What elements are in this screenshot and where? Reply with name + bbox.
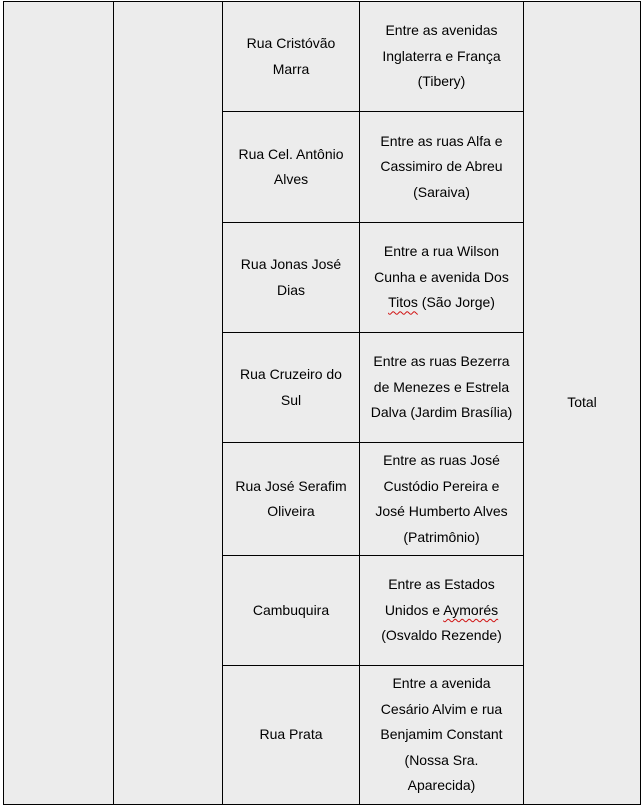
street-line: Dias: [276, 281, 305, 298]
street-cell: [223, 333, 360, 443]
location-cell: [360, 333, 524, 443]
street-line: Sul: [280, 391, 302, 408]
location-line: (Tibery): [417, 73, 466, 90]
empty-cell-col2: [114, 2, 223, 805]
location-line: Entre as ruas Bezerra: [373, 353, 510, 370]
location-line: Cunha e avenida Dos: [374, 268, 509, 285]
location-line: Entre as avenidas: [385, 22, 498, 39]
street-cell: [223, 112, 360, 223]
location-line-prefix: Unidos e: [384, 601, 444, 618]
street-line: Oliveira: [267, 503, 315, 519]
data-table: [3, 1, 641, 805]
location-line: (Osvaldo Rezende): [381, 627, 502, 644]
location-cell: [360, 2, 524, 112]
location-line: Aparecida): [407, 777, 476, 794]
location-cell: [360, 443, 524, 556]
spellcheck-word: Aymorés: [443, 601, 499, 618]
table-row: [4, 2, 641, 112]
street-line: Rua Jonas José: [240, 256, 342, 272]
location-line: Inglaterra e França: [382, 47, 501, 64]
street-line: Cambuquira: [252, 601, 330, 618]
location-line: Cesário Alvim e rua: [380, 700, 503, 717]
location-cell: [360, 666, 524, 805]
location-line: [366, 290, 517, 316]
total-label: Total: [567, 394, 597, 411]
location-cell: [360, 556, 524, 666]
location-line: Cassimiro de Abreu: [380, 158, 503, 175]
street-line: Rua Cel. Antônio: [238, 145, 344, 162]
street-line: Rua José Serafim: [235, 477, 347, 494]
location-line: Custódio Pereira e: [383, 477, 500, 494]
location-line: de Menezes e Estrela: [373, 378, 510, 395]
location-line: Entre as Estados: [388, 576, 495, 593]
location-line: (Patrimônio): [403, 528, 480, 545]
street-line: Alves: [273, 171, 309, 187]
street-cell: [223, 443, 360, 556]
street-line: Rua Cruzeiro do: [240, 366, 342, 382]
street-cell: [223, 223, 360, 333]
spellcheck-word: Titos: [388, 294, 418, 311]
street-line: Rua Cristóvão: [246, 35, 336, 51]
location-line: Entre a avenida: [392, 675, 491, 692]
location-line: Benjamim Constant: [380, 726, 503, 743]
location-cell: [360, 112, 524, 223]
location-line: (Saraiva): [413, 183, 470, 200]
location-line-rest: (São Jorge): [417, 294, 495, 311]
location-line: Entre as ruas Alfa e: [380, 132, 503, 149]
location-line: Dalva (Jardim Brasília): [370, 404, 513, 421]
total-cell: [524, 2, 641, 805]
location-line: Entre as ruas José: [383, 452, 500, 468]
location-cell: [360, 223, 524, 333]
empty-cell-col1: [4, 2, 114, 805]
location-line: (Nossa Sra.: [404, 751, 479, 768]
street-cell: [223, 556, 360, 666]
location-line: Entre a rua Wilson: [383, 243, 500, 260]
street-cell: [223, 2, 360, 112]
location-line: José Humberto Alves: [375, 503, 508, 519]
street-line: Rua Prata: [259, 726, 323, 743]
street-line: Marra: [272, 60, 310, 77]
street-cell: [223, 666, 360, 805]
location-line: [366, 598, 517, 624]
